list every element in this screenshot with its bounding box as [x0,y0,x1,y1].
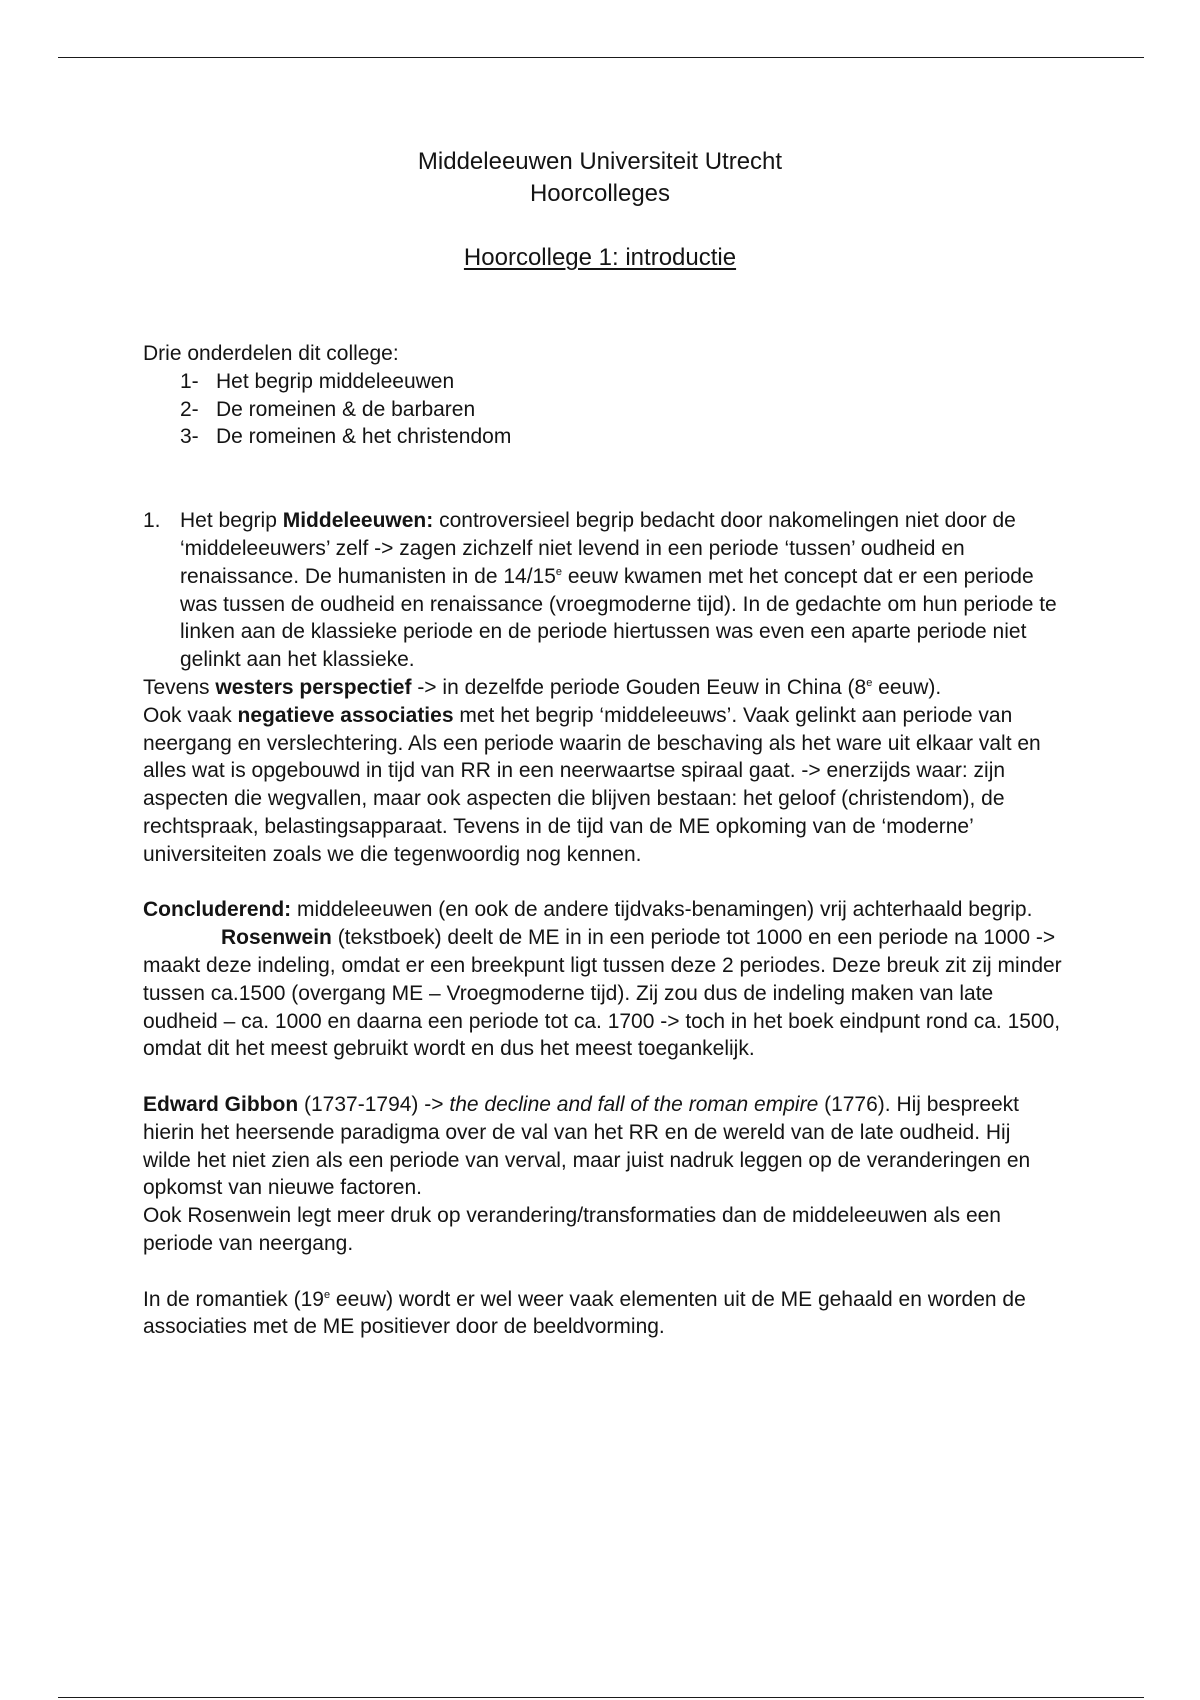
text-run: (1776). Hij bespreekt hierin het heersende paradigma over de val van het RR en de wereld van de late oudheid. Hij wilde het niet zien als een periode van verval, maar juist nadruk leggen op de veranderingen en opkomst van nieuwe factoren. [143,1092,1031,1200]
list-item-number: 3- [180,425,199,449]
list-item [143,396,1063,424]
header-title: Middeleeuwen Universiteit Utrecht [417,148,783,175]
lecture-title-text: Hoorcollege 1: introductie [463,244,737,271]
term-concluderend: Concluderend: [143,898,292,922]
text-run: eeuw). [872,675,942,699]
bottom-rule [58,1697,1144,1698]
list-item-number: 2- [180,397,199,421]
header-subtitle: Hoorcolleges [529,180,671,207]
document-header [0,146,1200,210]
text-run: Ook vaak [143,703,238,727]
text-run: met het begrip ‘middeleeuws’. Vaak gelinkt aan periode van neergang en verslechtering. Als een periode waarin de beschaving als het ware uit elkaar valt en alles wat is opgebouwd in tijd van RR in een neerwaartse spiraal gaat. -> enerzijds waar: zijn aspecten die wegvallen, maar ook aspecten die blijven bestaan: het geloof (christendom), de rechtspraak, belastingsapparaat. Tevens in de tijd van de ME opkoming van de ‘moderne’ universiteiten zoals we die tegenwoordig nog kennen. [143,703,1041,866]
westers-paragraph [143,674,1063,702]
document-body [143,340,1063,1341]
text-run: Het begrip [180,509,283,533]
text-run: -> in dezelfde periode Gouden Eeuw in China (8 [411,675,867,699]
book-title: the decline and fall of the roman empire [449,1092,819,1116]
section-1-paragraph [143,507,1063,674]
top-rule [58,57,1144,58]
text-run: In de romantiek (19 [143,1287,324,1311]
text-run: controversieel begrip bedacht door nakomelingen niet door de ‘middeleeuwers’ zelf -> zagen zichzelf niet levend in een periode ‘tussen’ oudheid en renaissance. De humanisten in de 14/15 [180,509,1016,588]
list-item-text: De romeinen & de barbaren [216,397,476,421]
text-run: (tekstboek) deelt de ME in in een periode tot 1000 en een periode na 1000 -> maakt deze indeling, omdat er een breekpunt ligt tussen deze 2 periodes. Deze breuk zit zij minder tussen ca.1500 (overgang ME – Vroegmoderne tijd). Zij zou dus de indeling maken van late oudheid – ca. 1000 en daarna een periode tot ca. 1700 -> toch in het boek eindpunt rond ca. 1500, omdat dit het meest gebruikt wordt en dus het meest toegankelijk. [143,926,1062,1061]
superscript: e [555,565,563,578]
text-run: middeleeuwen (en ook de andere tijdvaks-benamingen) vrij achterhaald begrip. [291,898,1033,922]
list-item [143,368,1063,396]
text-run: eeuw) wordt er wel weer vaak elementen uit de ME gehaald en worden de associaties met de ME positiever door de beeldvorming. [143,1287,1026,1339]
rosenwein-paragraph [143,924,1063,1063]
text-run: eeuw kwamen met het concept dat er een periode was tussen de oudheid en renaissance (vroegmoderne tijd). In de gedachte om hun periode te linken aan de klassieke periode en de periode hiertussen was even een aparte periode niet gelinkt aan het klassieke. [180,564,1057,672]
list-item-text: Het begrip middeleeuwen [216,369,455,393]
superscript: e [866,676,873,689]
conclusion-paragraph [143,896,1063,924]
term-middeleeuwen: Middeleeuwen: [282,509,434,533]
list-item [143,423,1063,451]
intro-list [143,368,1063,451]
text-run: Tevens [143,675,216,699]
romantiek-paragraph [143,1286,1063,1342]
text-run: (1737-1794) -> [298,1092,450,1116]
rosenwein-transformation-paragraph: Ook Rosenwein legt meer druk op verandering/transformaties dan de middeleeuwen als een periode van neergang. [143,1204,1001,1255]
section-number: 1. [143,509,161,533]
term-westers: westers perspectief [215,675,412,699]
list-item-text: De romeinen & het christendom [216,425,512,449]
term-rosenwein: Rosenwein [221,926,332,950]
list-item-number: 1- [180,369,199,393]
superscript: e [323,1288,331,1301]
gibbon-paragraph [143,1091,1063,1202]
term-negatieve-associaties: negatieve associaties [237,703,454,727]
associaties-paragraph [143,702,1063,869]
intro-text: Drie onderdelen dit college: [143,342,399,365]
term-edward-gibbon: Edward Gibbon [143,1092,299,1116]
lecture-title [0,242,1200,274]
